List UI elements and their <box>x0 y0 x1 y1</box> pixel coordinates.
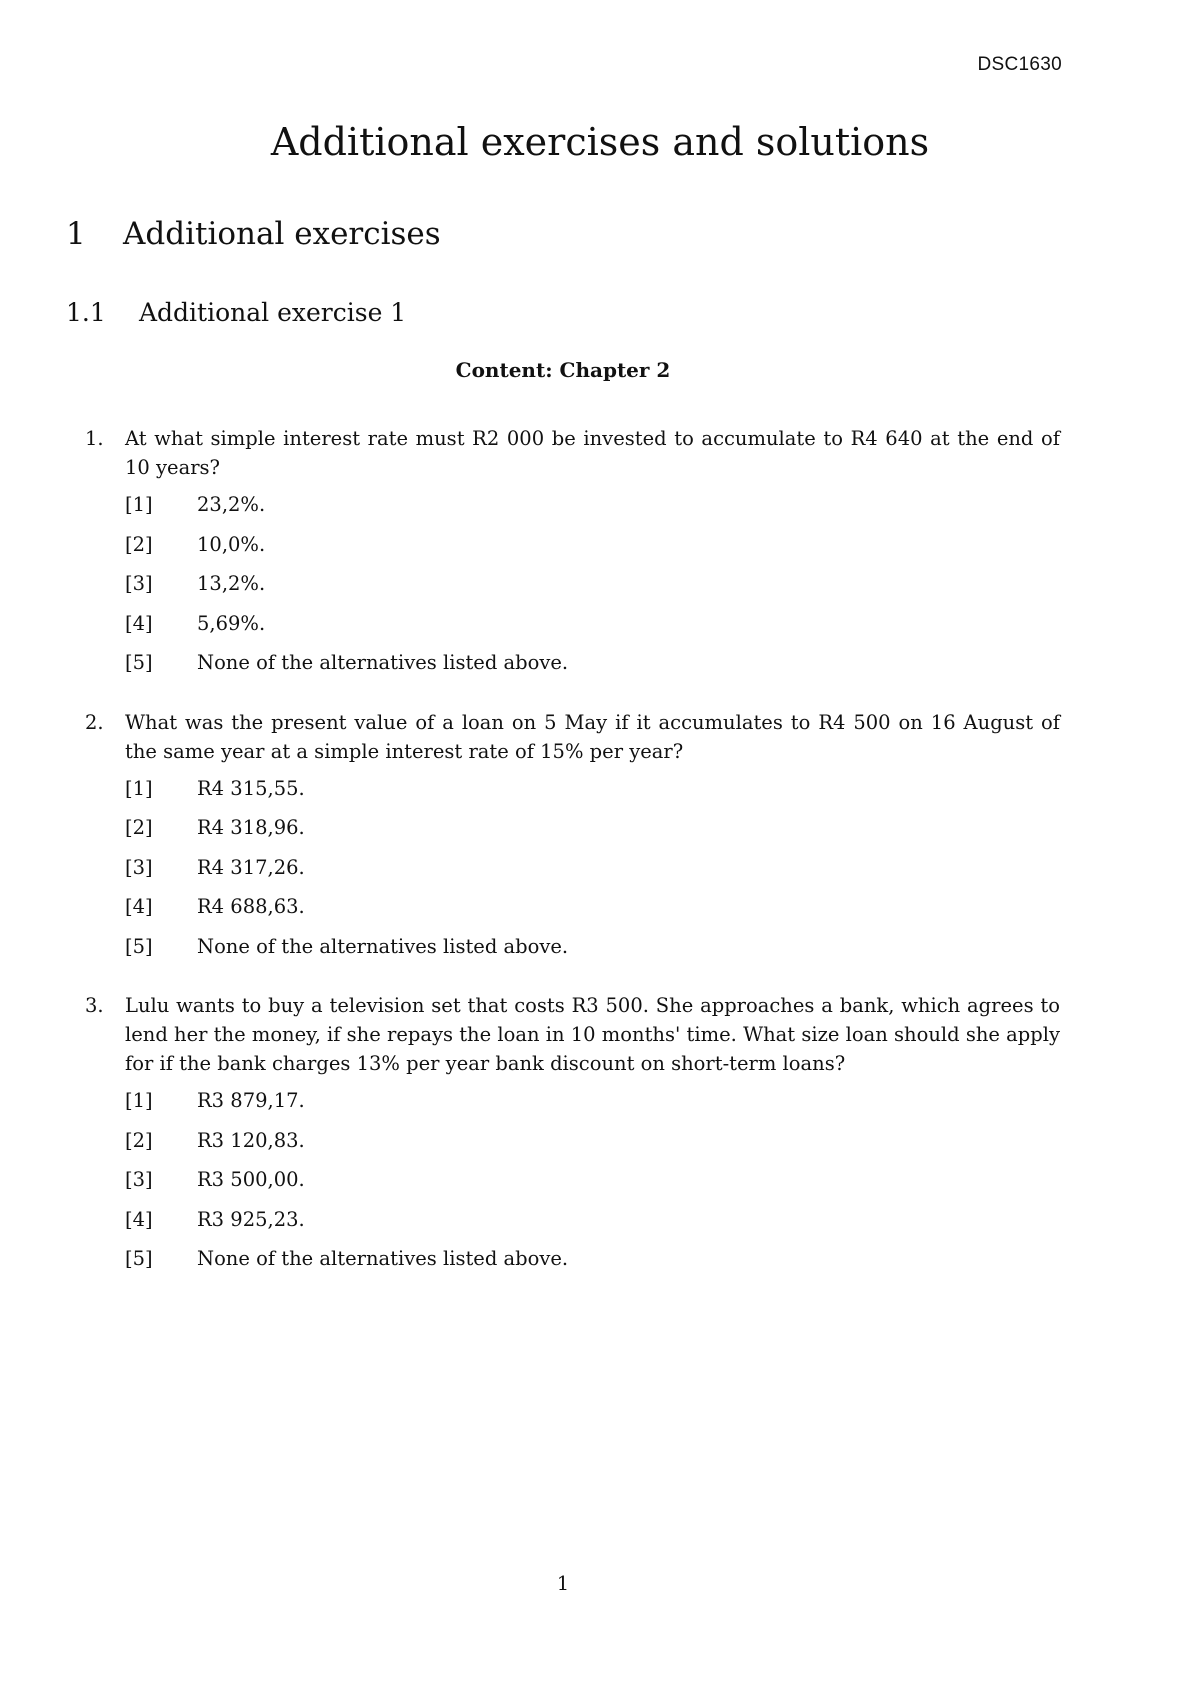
option-label: [3] <box>125 572 153 595</box>
option-label: [4] <box>125 895 153 918</box>
option-label: [3] <box>125 855 153 879</box>
option-text: R4 318,96. <box>197 816 305 839</box>
option-label: [2] <box>125 816 153 839</box>
section-heading <box>66 214 441 254</box>
option-text: 23,2%. <box>197 493 266 516</box>
option-item <box>125 774 1060 814</box>
option-label: [1] <box>125 776 153 800</box>
question-item <box>85 991 1060 1284</box>
subsection-number: 1.1 <box>66 298 106 327</box>
option-item <box>125 892 1060 932</box>
option-item <box>125 932 1060 972</box>
option-label: [5] <box>125 1247 153 1270</box>
option-text: R3 120,83. <box>197 1128 305 1152</box>
question-text: What was the present value of a loan on 5 May if it accumulates to R4 500 on 16 August of the same year at a simple interest rate of 15% per year? <box>125 710 1060 763</box>
option-item <box>125 569 1060 609</box>
option-text: None of the alternatives listed above. <box>197 651 569 674</box>
option-label: [2] <box>125 532 153 556</box>
question-number: 2. <box>85 710 104 734</box>
subsection-heading <box>66 297 406 329</box>
question-number: 1. <box>85 427 104 450</box>
option-item <box>125 1126 1060 1166</box>
option-text: 13,2%. <box>197 572 266 595</box>
question-list <box>85 424 1060 1304</box>
option-text: 10,0%. <box>197 532 266 556</box>
section-number: 1 <box>66 216 86 252</box>
question-text: At what simple interest rate must R2 000 be invested to accumulate to R4 640 at the end of 10 years? <box>125 427 1060 479</box>
document-title: Additional exercises and solutions <box>270 120 930 164</box>
option-label: [4] <box>125 611 153 635</box>
option-list <box>125 1086 1060 1284</box>
option-text: R4 688,63. <box>197 895 305 918</box>
option-text: R3 500,00. <box>197 1168 305 1191</box>
option-item <box>125 648 1060 688</box>
option-text: R3 925,23. <box>197 1207 305 1231</box>
option-item <box>125 530 1060 570</box>
question-item <box>85 708 1060 972</box>
content-label: Content: Chapter 2 <box>455 358 671 382</box>
option-item <box>125 1165 1060 1205</box>
question-text: Lulu wants to buy a television set that costs R3 500. She approaches a bank, which agrees to lend her the money, if she repays the loan in 10 months' time. What size loan should she apply for if the bank charges 13% per year bank discount on short-term loans? <box>125 994 1060 1075</box>
option-text: R4 315,55. <box>197 776 305 800</box>
section-title: Additional exercises <box>123 216 441 252</box>
option-label: [5] <box>125 934 153 958</box>
option-item <box>125 813 1060 853</box>
course-code: DSC1630 <box>977 54 1062 75</box>
option-label: [1] <box>125 493 153 516</box>
option-item <box>125 1086 1060 1126</box>
option-label: [4] <box>125 1207 153 1231</box>
option-item <box>125 853 1060 893</box>
option-label: [2] <box>125 1128 153 1152</box>
option-text: None of the alternatives listed above. <box>197 934 569 958</box>
option-item <box>125 1205 1060 1245</box>
option-item <box>125 609 1060 649</box>
question-item <box>85 424 1060 688</box>
option-item <box>125 1244 1060 1284</box>
question-number: 3. <box>85 994 104 1017</box>
option-text: 5,69%. <box>197 611 266 635</box>
option-label: [5] <box>125 651 153 674</box>
option-label: [3] <box>125 1168 153 1191</box>
option-list <box>125 774 1060 972</box>
option-list <box>125 490 1060 688</box>
option-text: R3 879,17. <box>197 1089 305 1112</box>
subsection-title: Additional exercise 1 <box>139 298 407 327</box>
option-label: [1] <box>125 1089 153 1112</box>
option-text: None of the alternatives listed above. <box>197 1247 569 1270</box>
page-number: 1 <box>556 1572 570 1595</box>
option-text: R4 317,26. <box>197 855 305 879</box>
option-item <box>125 490 1060 530</box>
